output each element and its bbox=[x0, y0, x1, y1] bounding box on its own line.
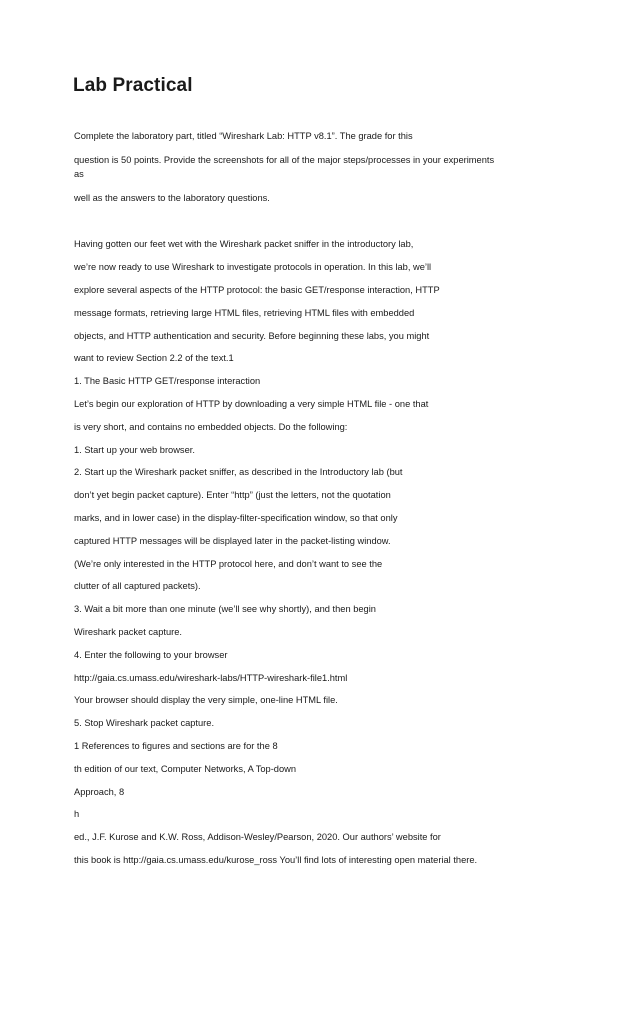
step-line: 5. Stop Wireshark packet capture. bbox=[74, 718, 215, 728]
footnote-line: Approach, 8 bbox=[74, 787, 125, 797]
body-line: is very short, and contains no embedded objects. Do the following: bbox=[74, 422, 348, 432]
footnote-line: 1 References to figures and sections are for the 8 bbox=[74, 741, 278, 751]
url-line: http://gaia.cs.umass.edu/wireshark-labs/HTTP-wireshark-file1.html bbox=[74, 673, 348, 683]
step-line: 3. Wait a bit more than one minute (we’ll see why shortly), and then begin bbox=[74, 604, 376, 614]
step-line: marks, and in lower case) in the display-filter-specification window, so that only bbox=[74, 513, 398, 523]
footnote-line: th edition of our text, Computer Networks, A Top-down bbox=[74, 764, 297, 774]
section-heading: 1. The Basic HTTP GET/response interaction bbox=[74, 376, 261, 386]
page-title: Lab Practical bbox=[73, 75, 193, 96]
footnote-line: h bbox=[74, 809, 80, 819]
footnote-line: this book is http://gaia.cs.umass.edu/kurose_ross You’ll find lots of interesting open material there. bbox=[74, 855, 478, 865]
step-line: 2. Start up the Wireshark packet sniffer, as described in the Introductory lab (but bbox=[74, 467, 403, 477]
step-line: don’t yet begin packet capture). Enter “http” (just the letters, not the quotation bbox=[74, 490, 391, 500]
body-line: explore several aspects of the HTTP protocol: the basic GET/response interaction, HTTP bbox=[74, 285, 440, 295]
step-line: clutter of all captured packets). bbox=[74, 581, 201, 591]
step-line: Wireshark packet capture. bbox=[74, 627, 182, 637]
step-line: 1. Start up your web browser. bbox=[74, 445, 195, 455]
body-line: objects, and HTTP authentication and security. Before beginning these labs, you might bbox=[74, 331, 430, 341]
body-line: message formats, retrieving large HTML files, retrieving HTML files with embedded bbox=[74, 308, 415, 318]
body-line: Having gotten our feet wet with the Wireshark packet sniffer in the introductory lab, bbox=[74, 239, 414, 249]
intro-line: Complete the laboratory part, titled “Wireshark Lab: HTTP v8.1”. The grade for this bbox=[74, 131, 413, 141]
body-line: want to review Section 2.2 of the text.1 bbox=[74, 353, 234, 363]
intro-line: as bbox=[74, 169, 84, 179]
body-line: we’re now ready to use Wireshark to investigate protocols in operation. In this lab, we’ll bbox=[74, 262, 432, 272]
step-line: captured HTTP messages will be displayed later in the packet-listing window. bbox=[74, 536, 391, 546]
intro-line: well as the answers to the laboratory questions. bbox=[74, 193, 270, 203]
step-line: 4. Enter the following to your browser bbox=[74, 650, 228, 660]
intro-line: question is 50 points. Provide the screenshots for all of the major steps/processes in your experiments bbox=[74, 155, 495, 165]
step-line: Your browser should display the very simple, one-line HTML file. bbox=[74, 695, 338, 705]
body-line: Let’s begin our exploration of HTTP by downloading a very simple HTML file - one that bbox=[74, 399, 429, 409]
step-line: (We’re only interested in the HTTP protocol here, and don’t want to see the bbox=[74, 559, 383, 569]
footnote-line: ed., J.F. Kurose and K.W. Ross, Addison-Wesley/Pearson, 2020. Our authors’ website for bbox=[74, 832, 441, 842]
